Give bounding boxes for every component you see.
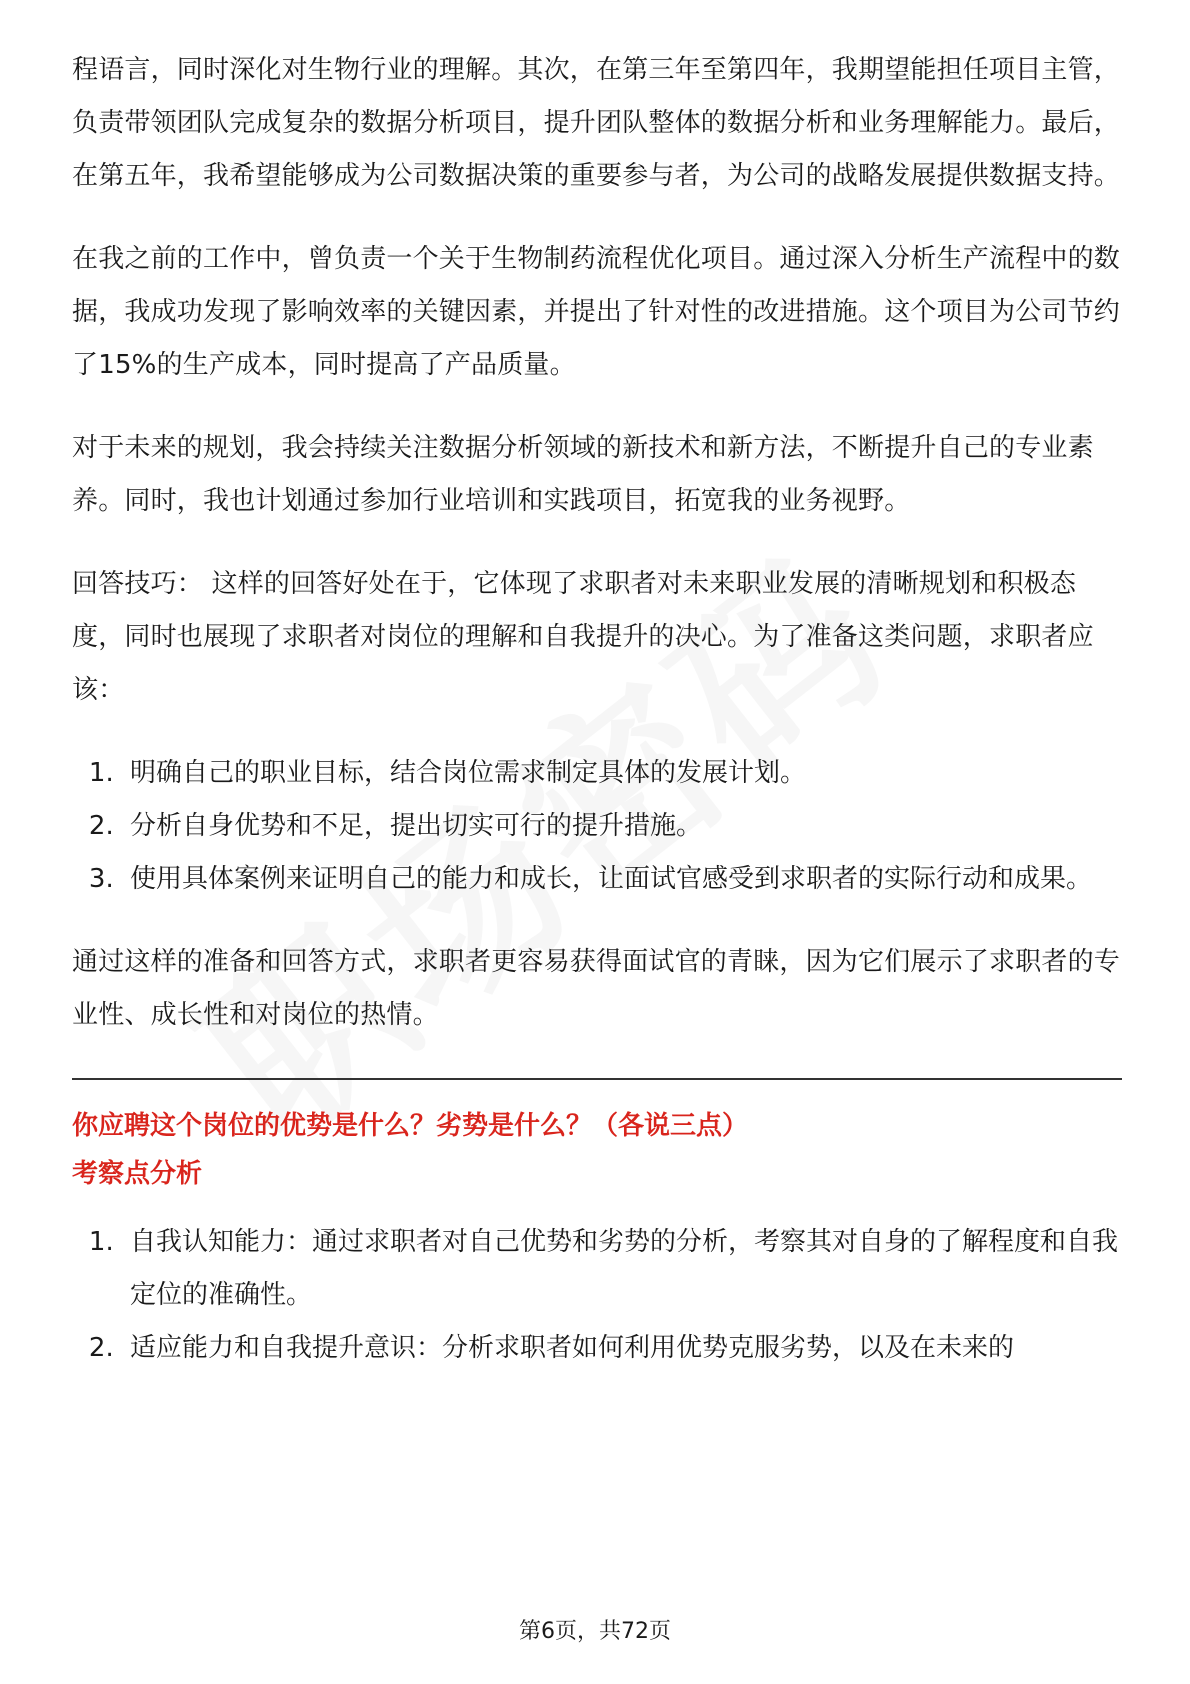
- paragraph-answer-tips: 回答技巧： 这样的回答好处在于，它体现了求职者对未来职业发展的清晰规划和积极态度，同时也展现了求职者对岗位的理解和自我提升的决心。为了准备这类问题，求职者应该：: [72, 569, 1094, 705]
- paragraph-future-plan: 对于未来的规划，我会持续关注数据分析领域的新技术和新方法，不断提升自己的专业素养。同时，我也计划通过参加行业培训和实践项目，拓宽我的业务视野。: [72, 433, 1094, 516]
- analysis-heading: 考察点分析: [72, 1159, 203, 1189]
- list-item: 2. 分析自身优势和不足，提出切实可行的提升措施。: [122, 800, 1122, 853]
- paragraph-past-project: 在我之前的工作中，曾负责一个关于生物制药流程优化项目。通过深入分析生产流程中的数据，我成功发现了影响效率的关键因素，并提出了针对性的改进措施。这个项目为公司节约了15%的生产成本，同时提高了产品质量。: [72, 244, 1121, 380]
- list-item: 2. 适应能力和自我提升意识：分析求职者如何利用优势克服劣势，以及在未来的: [122, 1322, 1122, 1375]
- list-item: 3. 使用具体案例来证明自己的能力和成长，让面试官感受到求职者的实际行动和成果。: [122, 853, 1122, 906]
- paragraph-conclusion: 通过这样的准备和回答方式，求职者更容易获得面试官的青睐，因为它们展示了求职者的专业性、成长性和对岗位的热情。: [72, 947, 1121, 1030]
- question-title: 你应聘这个岗位的优势是什么？劣势是什么？（各说三点）: [72, 1111, 749, 1141]
- section-divider: [72, 1078, 1122, 1080]
- list-item: 1. 明确自己的职业目标，结合岗位需求制定具体的发展计划。: [122, 747, 1122, 800]
- analysis-list: [72, 1216, 1122, 1375]
- list-item: 1. 自我认知能力：通过求职者对自己优势和劣势的分析，考察其对自身的了解程度和自我定位的准确性。: [122, 1216, 1122, 1322]
- paragraph-career-plan-continued: 程语言，同时深化对生物行业的理解。其次，在第三年至第四年，我期望能担任项目主管，负责带领团队完成复杂的数据分析项目，提升团队整体的数据分析和业务理解能力。最后，在第五年，我希望能够成为公司数据决策的重要参与者，为公司的战略发展提供数据支持。: [72, 55, 1121, 191]
- page-number: 第6页，共72页: [519, 1619, 671, 1644]
- page-content: [72, 44, 1122, 1405]
- tips-list: [72, 747, 1122, 906]
